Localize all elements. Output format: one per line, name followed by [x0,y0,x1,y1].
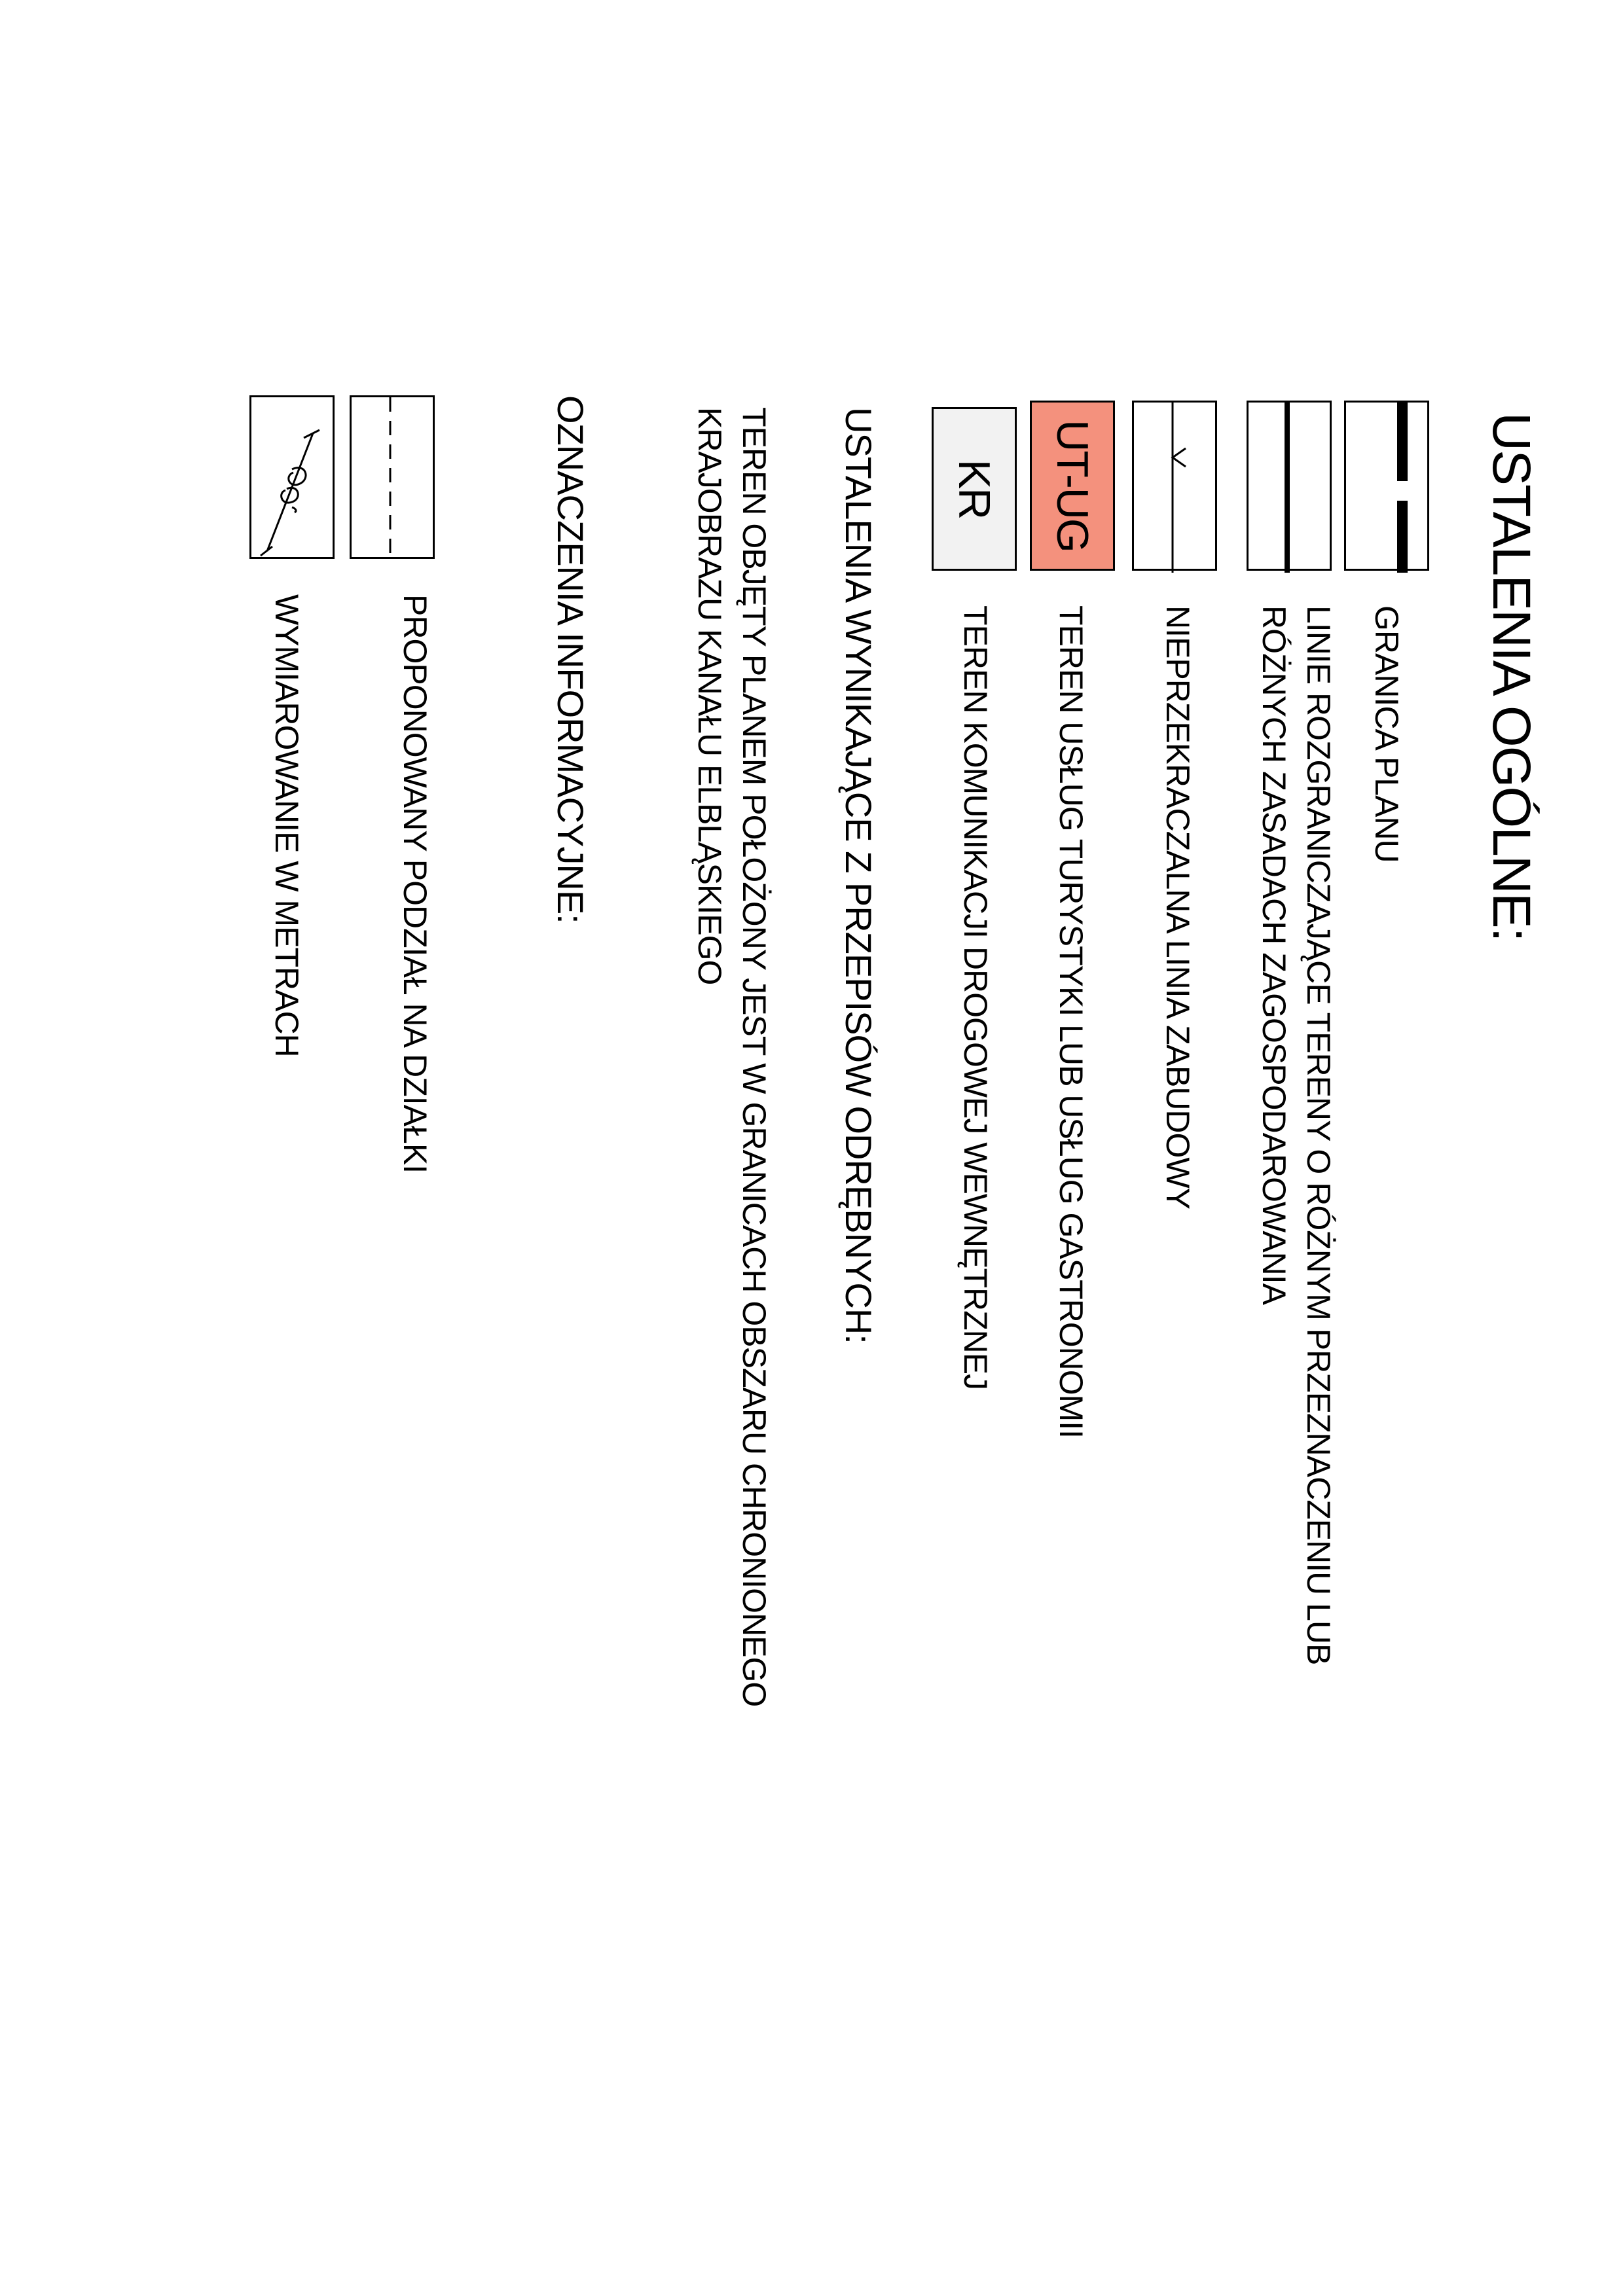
separate-regulations-heading: USTALENIA WYNIKAJĄCE Z PRZEPISÓW ODRĘBNYCH: [838,407,879,1344]
building-line-icon [1132,401,1217,571]
ut-ug-label: TEREN USŁUG TURYSTYKI LUB USŁUG GASTRONOMII [1053,605,1089,1439]
dimension-label: WYMIAROWANIE W METRACH [268,594,305,1057]
kr-label: TEREN KOMUNIKACJI DROGOWEJ WEWNĘTRZNEJ [957,605,994,1390]
ut-ug-symbol [1030,401,1115,571]
boundary-plan-icon [1344,401,1429,571]
kr-symbol [932,407,1017,571]
kr-code: KR [949,459,999,519]
dashed-line-icon [350,395,435,559]
separate-regulations-text-1: TEREN OBJĘTY PLANEM POŁOŻONY JEST W GRANICACH OBSZARU CHRONIONEGO [736,407,773,1707]
building-line-label: NIEPRZEKRACZALNA LINIA ZABUDOWY [1159,605,1196,1209]
dashed-line-label: PROPONOWANY PODZIAŁ NA DZIAŁKI [397,594,433,1174]
boundary-label: GRANICA PLANU [1368,605,1405,863]
general-heading: USTALENIA OGÓLNE: [1482,412,1541,941]
dividing-line-label-1: LINIE ROZGRANICZAJĄCE TERENY O RÓŻNYM PRZEZNACZENIU LUB [1300,605,1337,1665]
ut-ug-code: UT-UG [1048,420,1097,552]
informational-heading: OZNACZENIA INFORMACYJNE: [550,395,591,924]
separate-regulations-text-2: KRAJOBRAZU KANAŁU ELBLĄSKIEGO [691,407,728,985]
dividing-line-icon [1247,401,1332,571]
dividing-line-label-2: RÓŻNYCH ZASADACH ZAGOSPODAROWANIA [1256,605,1292,1305]
dimension-icon [249,395,335,559]
